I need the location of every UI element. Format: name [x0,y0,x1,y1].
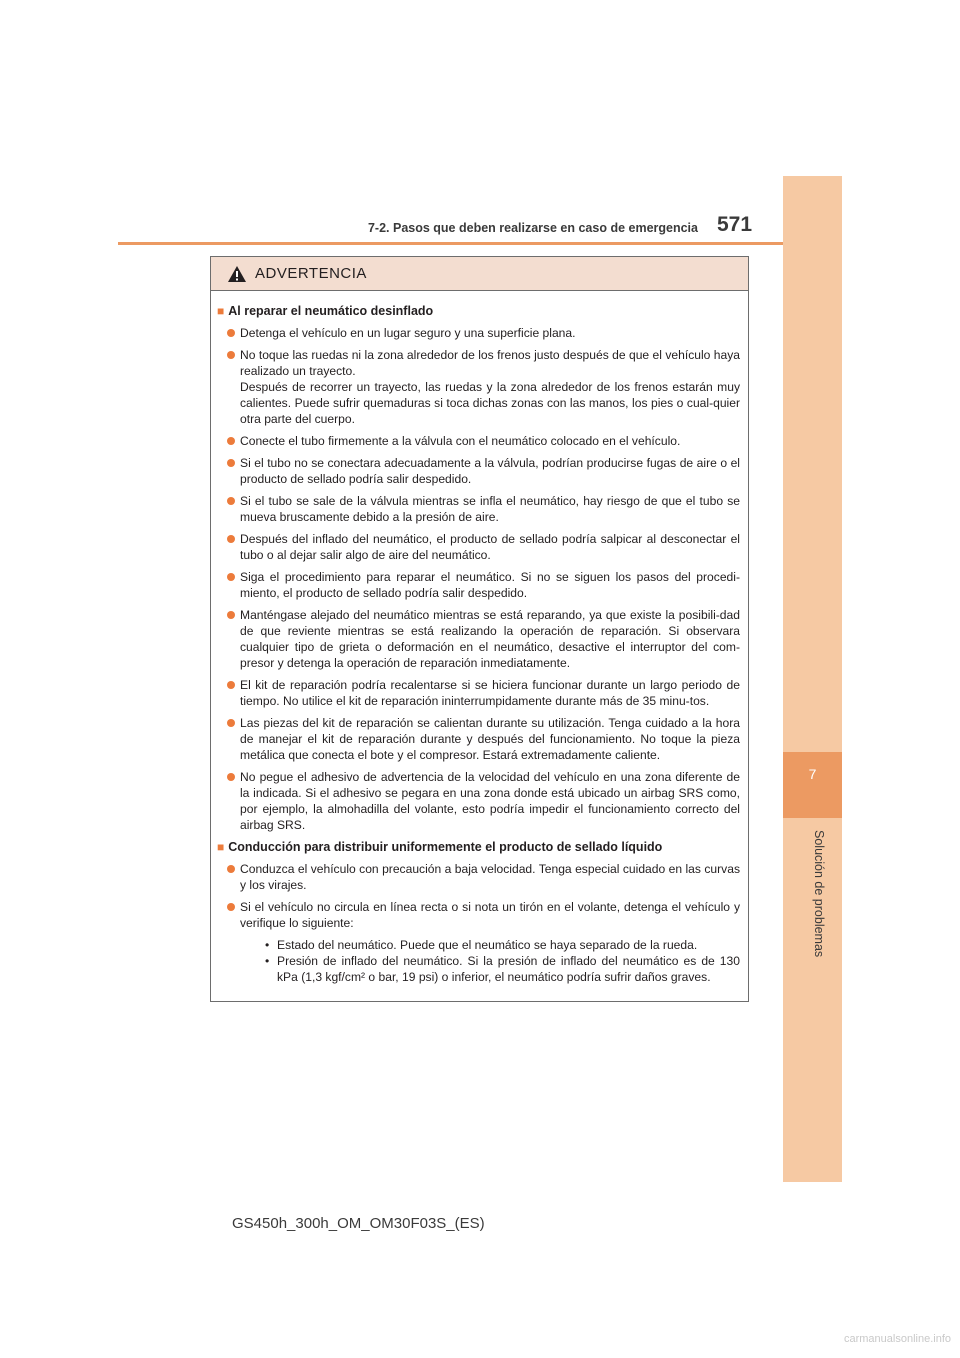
list-item-text: Si el vehículo no circula en línea recta o si nota un tirón en el volante, detenga el vehículo y verifique lo siguiente: [240,900,740,930]
warning-title: ADVERTENCIA [255,265,367,282]
bullet-dot-icon [227,681,235,689]
bullet-dot-icon [227,719,235,727]
list-item [227,325,740,341]
list-item-text: No toque las ruedas ni la zona alrededor de los frenos justo después de que el vehículo haya realizado un trayecto. Después de recorrer un trayecto, las ruedas y la zona alrededor de los frenos estarán muy calientes. Puede sufrir quemaduras si toca dichas zonas con las manos, los pies o cual-quier otra parte del cuerpo. [240,348,740,426]
list-item [227,769,740,833]
list-item-text: Las piezas del kit de reparación se calientan durante su utilización. Tenga cuidado a la hora de manejar el kit de reparación durante y después del funcionamiento. No toque la pieza metálica que conecta el bote y el compresor. Estará extremadamente caliente. [240,716,740,762]
list-item [227,433,740,449]
list-item [227,347,740,427]
square-bullet-icon: ■ [217,304,225,318]
list-item [227,607,740,671]
document-code: GS450h_300h_OM_OM30F03S_(ES) [232,1215,485,1232]
list-item [227,677,740,709]
page-number: 571 [717,213,753,236]
bullet-dot-icon [227,351,235,359]
warning-triangle-icon [227,265,247,283]
bullet-dot-icon [227,437,235,445]
list-item [227,569,740,601]
bullet-dot-icon [227,535,235,543]
bullet-dot-icon [227,329,235,337]
list-item [227,899,740,931]
bullet-dot-icon [227,459,235,467]
list-item [227,715,740,763]
warning-header [211,257,748,291]
sub-list-item [251,937,740,953]
section-heading [217,303,740,319]
list-item-text: No pegue el adhesivo de advertencia de la velocidad del vehículo en una zona diferente de la indicada. Si el adhesivo se pegara en una zona donde está ubicado un airbag SRS como, por ejemplo, la almohadilla del volante, esto podría impedir el funcionamiento correcto del airbag SRS. [240,770,740,832]
bullet-dot-icon [227,773,235,781]
list-item [227,493,740,525]
square-bullet-icon: ■ [217,840,225,854]
chapter-number: 7 [808,766,817,782]
list-item-text: Si el tubo se sale de la válvula mientras se infla el neumático, hay riesgo de que el tubo se mueva bruscamente debido a la presión de aire. [240,494,740,524]
sub-list-item [251,953,740,985]
list-item-text: El kit de reparación podría recalentarse si se hiciera funcionar durante un largo periodo de tiempo. No utilice el kit de reparación ininterrumpidamente durante más de 35 minu-tos. [240,678,740,708]
warning-body [211,291,748,985]
chapter-title: Solución de problemas [812,830,826,958]
sub-list-item-text: Estado del neumático. Puede que el neumático se haya separado de la rueda. [277,938,698,952]
sub-list-item-text: Presión de inflado del neumático. Si la presión de inflado del neumático es de 130 kPa (1,3 kgf/cm² o bar, 19 psi) o inferior, el neumático podría sufrir daños graves. [277,954,740,984]
list-item-text: Conduzca el vehículo con precaución a baja velocidad. Tenga especial cuidado en las curvas y los virajes. [240,862,740,892]
sub-bullet-icon: • [265,954,270,968]
list-item-text: Detenga el vehículo en un lugar seguro y una superficie plana. [240,326,576,340]
list-item-text: Siga el procedimiento para reparar el neumático. Si no se siguen los pasos del procedi-miento, el producto de sellado podría salir despedido. [240,570,740,600]
section-heading-text: Conducción para distribuir uniformemente el producto de sellado líquido [228,840,663,854]
bullet-dot-icon [227,497,235,505]
bullet-dot-icon [227,573,235,581]
list-item-text: Conecte el tubo firmemente a la válvula con el neumático colocado en el vehículo. [240,434,681,448]
section-header: 7-2. Pasos que deben realizarse en caso de emergencia [367,221,698,235]
bullet-dot-icon [227,865,235,873]
sub-bullet-icon: • [265,938,270,952]
bullet-dot-icon [227,611,235,619]
section-heading [217,839,740,855]
list-item [227,531,740,563]
warning-box [210,256,749,1002]
list-item [227,455,740,487]
list-item-text: Manténgase alejado del neumático mientras se está reparando, ya que existe la posibili-dad de que reviente mientras se está realizando la operación de reparación. Si observara cualquier tipo de grieta o deformación en el neumático, desactive el interruptor del com-presor y detenga la operación de reparación inmediatamente. [240,608,740,670]
chapter-side-band [783,176,842,1182]
list-item-text: Después del inflado del neumático, el producto de sellado podría salpicar al desconectar el tubo o al dejar salir algo de aire del neumático. [240,532,740,562]
list-item-text: Si el tubo no se conectara adecuadamente a la válvula, podrían producirse fugas de aire o el producto de sellado podría salir despedido. [240,456,740,486]
bullet-dot-icon [227,903,235,911]
header-rule [118,242,783,245]
section-heading-text: Al reparar el neumático desinflado [228,304,434,318]
watermark: carmanualsonline.info [843,1333,951,1345]
chapter-tab [783,752,842,818]
list-item [227,861,740,893]
